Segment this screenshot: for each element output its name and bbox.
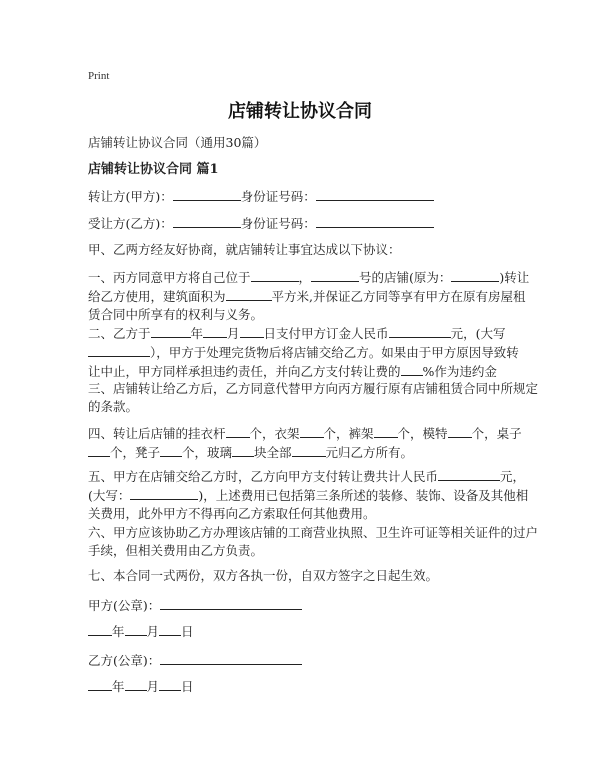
transferee-name-blank bbox=[173, 214, 241, 228]
clause2-text-line3a: 让中止，甲方同样承担违约责任，并向乙方支付转让费的 bbox=[88, 364, 401, 379]
clause1-text-line2b: 平方米,并保证乙方同等享有甲方在原有房屋租 bbox=[271, 289, 526, 304]
clause-4 bbox=[88, 424, 522, 462]
party-a-signature bbox=[88, 596, 518, 615]
glass-blank bbox=[232, 443, 254, 457]
clause2-text-line3b: %作为违约金 bbox=[422, 364, 497, 379]
party-b-seal-label: 乙方(公章)： bbox=[88, 653, 161, 668]
intro-paragraph bbox=[88, 241, 518, 259]
transferee-id-label: 身份证号码： bbox=[240, 216, 316, 231]
party-b-month-blank bbox=[125, 677, 147, 691]
clause2-text-line2a: ），甲方于处理完货物后将店铺交给乙方。如果由于甲方原因导致转 bbox=[150, 345, 519, 360]
party-a-month-blank bbox=[125, 622, 147, 636]
transferor-id-blank bbox=[316, 187, 434, 201]
clause4-text-e: 个，桌子 bbox=[471, 426, 522, 441]
deposit-capital-blank bbox=[88, 343, 150, 357]
clause5-text-line2b: )，上述费用已包括第三条所述的装修、装饰、设备及其他相 bbox=[198, 488, 529, 503]
intro-text: 甲、乙两方经友好协商，就店铺转让事宜达成以下协议： bbox=[88, 242, 401, 257]
location-blank-2 bbox=[311, 268, 359, 282]
party-a-day-label: 日 bbox=[181, 624, 194, 639]
party-a-year-label: 年 bbox=[112, 624, 125, 639]
table-blank bbox=[88, 443, 110, 457]
clause1-text-a: 一、丙方同意甲方将自己位于 bbox=[88, 270, 251, 285]
party-a-seal-label: 甲方(公章)： bbox=[88, 598, 161, 613]
party-b-seal-blank bbox=[160, 651, 302, 665]
clause1-text-line2a: 给乙方使用，建筑面积为 bbox=[88, 289, 226, 304]
original-name-blank bbox=[451, 268, 499, 282]
clause2-text-b: 年 bbox=[190, 326, 204, 341]
clause4-text-a: 四、转让后店铺的挂衣杆 bbox=[88, 426, 226, 441]
party-a-seal-blank bbox=[160, 596, 302, 610]
party-a-year-blank bbox=[88, 622, 112, 636]
deposit-year-blank bbox=[151, 324, 191, 338]
clause4-text-line2d: 元归乙方所有。 bbox=[325, 445, 414, 460]
party-a-day-blank bbox=[159, 622, 181, 636]
transferee-label: 受让方(乙方)： bbox=[88, 216, 173, 231]
party-b-day-label: 日 bbox=[181, 679, 194, 694]
penalty-percent-blank bbox=[401, 362, 423, 376]
transferor-line bbox=[88, 187, 518, 206]
clause-3 bbox=[88, 380, 539, 416]
deposit-amount-blank bbox=[389, 324, 451, 338]
clause-1 bbox=[88, 268, 530, 324]
clause-6 bbox=[88, 524, 539, 560]
clause-2 bbox=[88, 324, 518, 381]
transferor-label: 转让方(甲方)： bbox=[88, 189, 173, 204]
clause6-text-line1: 六、甲方应该协助乙方办理该店铺的工商营业执照、卫生许可证等相关证件的过户 bbox=[88, 525, 539, 540]
party-b-date bbox=[88, 677, 518, 696]
party-b-day-blank bbox=[159, 677, 181, 691]
hanger-rod-blank bbox=[226, 424, 250, 438]
clause1-text-c: 号的店铺(原为： bbox=[359, 270, 452, 285]
clause5-text-a: 五、甲方在店铺交给乙方时，乙方向甲方支付转让费共计人民币 bbox=[88, 469, 439, 484]
transferor-name-blank bbox=[173, 187, 241, 201]
clause4-text-b: 个，衣架 bbox=[249, 426, 300, 441]
party-b-signature bbox=[88, 651, 518, 670]
section-heading: 店铺转让协议合同 篇1 bbox=[88, 162, 219, 177]
hanger-blank bbox=[300, 424, 324, 438]
transfer-fee-blank bbox=[438, 467, 500, 481]
clause-7 bbox=[88, 567, 518, 585]
deposit-month-blank bbox=[203, 324, 227, 338]
party-a-date bbox=[88, 622, 518, 641]
party-b-month-label: 月 bbox=[146, 679, 160, 694]
fixtures-value-blank bbox=[292, 443, 326, 457]
stool-blank bbox=[160, 443, 182, 457]
clause2-text-e: 元，(大写 bbox=[450, 326, 506, 341]
clause6-text-line2: 手续，但相关费用由乙方负责。 bbox=[88, 543, 264, 558]
transferor-id-label: 身份证号码： bbox=[240, 189, 316, 204]
clause4-text-line2a: 个，凳子 bbox=[110, 445, 161, 460]
party-a-month-label: 月 bbox=[146, 624, 160, 639]
clause2-text-d: 日支付甲方订金人民币 bbox=[263, 326, 389, 341]
clause1-text-d: )转让 bbox=[499, 270, 530, 285]
area-blank bbox=[226, 287, 272, 301]
clause2-text-a: 二、乙方于 bbox=[88, 326, 151, 341]
transferee-id-blank bbox=[316, 214, 434, 228]
clause4-text-c: 个，裤架 bbox=[323, 426, 374, 441]
clause5-text-line2a: (大写： bbox=[88, 488, 131, 503]
clause4-text-d: 个，模特 bbox=[397, 426, 448, 441]
clause3-text-line2: 的条款。 bbox=[88, 399, 139, 414]
clause2-text-c: 月 bbox=[227, 326, 240, 341]
party-b-year-blank bbox=[88, 677, 112, 691]
clause-5 bbox=[88, 467, 529, 523]
clause3-text-line1: 三、店铺转让给乙方后，乙方同意代替甲方向丙方履行原有店铺租赁合同中所规定 bbox=[88, 381, 539, 396]
page-title: 店铺转让协议合同 bbox=[228, 101, 372, 122]
clause1-text-line3: 赁合同中所享有的权利与义务。 bbox=[88, 307, 264, 322]
party-b-year-label: 年 bbox=[112, 679, 125, 694]
clause4-text-line2b: 个，玻璃 bbox=[182, 445, 233, 460]
mannequin-blank bbox=[448, 424, 472, 438]
location-blank-1 bbox=[251, 268, 299, 282]
transferee-line bbox=[88, 214, 518, 233]
clause1-text-b: ， bbox=[298, 270, 312, 285]
document-subtitle: 店铺转让协议合同（通用30篇） bbox=[88, 135, 267, 150]
transfer-fee-capital-blank bbox=[130, 486, 198, 500]
clause5-text-b: 元， bbox=[500, 469, 526, 484]
clause5-text-line3: 关费用，此外甲方不得再向乙方索取任何其他费用。 bbox=[88, 506, 376, 521]
clause7-text: 七、本合同一式两份，双方各执一份，自双方签字之日起生效。 bbox=[88, 568, 439, 583]
print-link[interactable]: Print bbox=[88, 70, 110, 82]
clause4-text-line2c: 块全部 bbox=[254, 445, 292, 460]
pants-rack-blank bbox=[374, 424, 398, 438]
deposit-day-blank bbox=[240, 324, 264, 338]
